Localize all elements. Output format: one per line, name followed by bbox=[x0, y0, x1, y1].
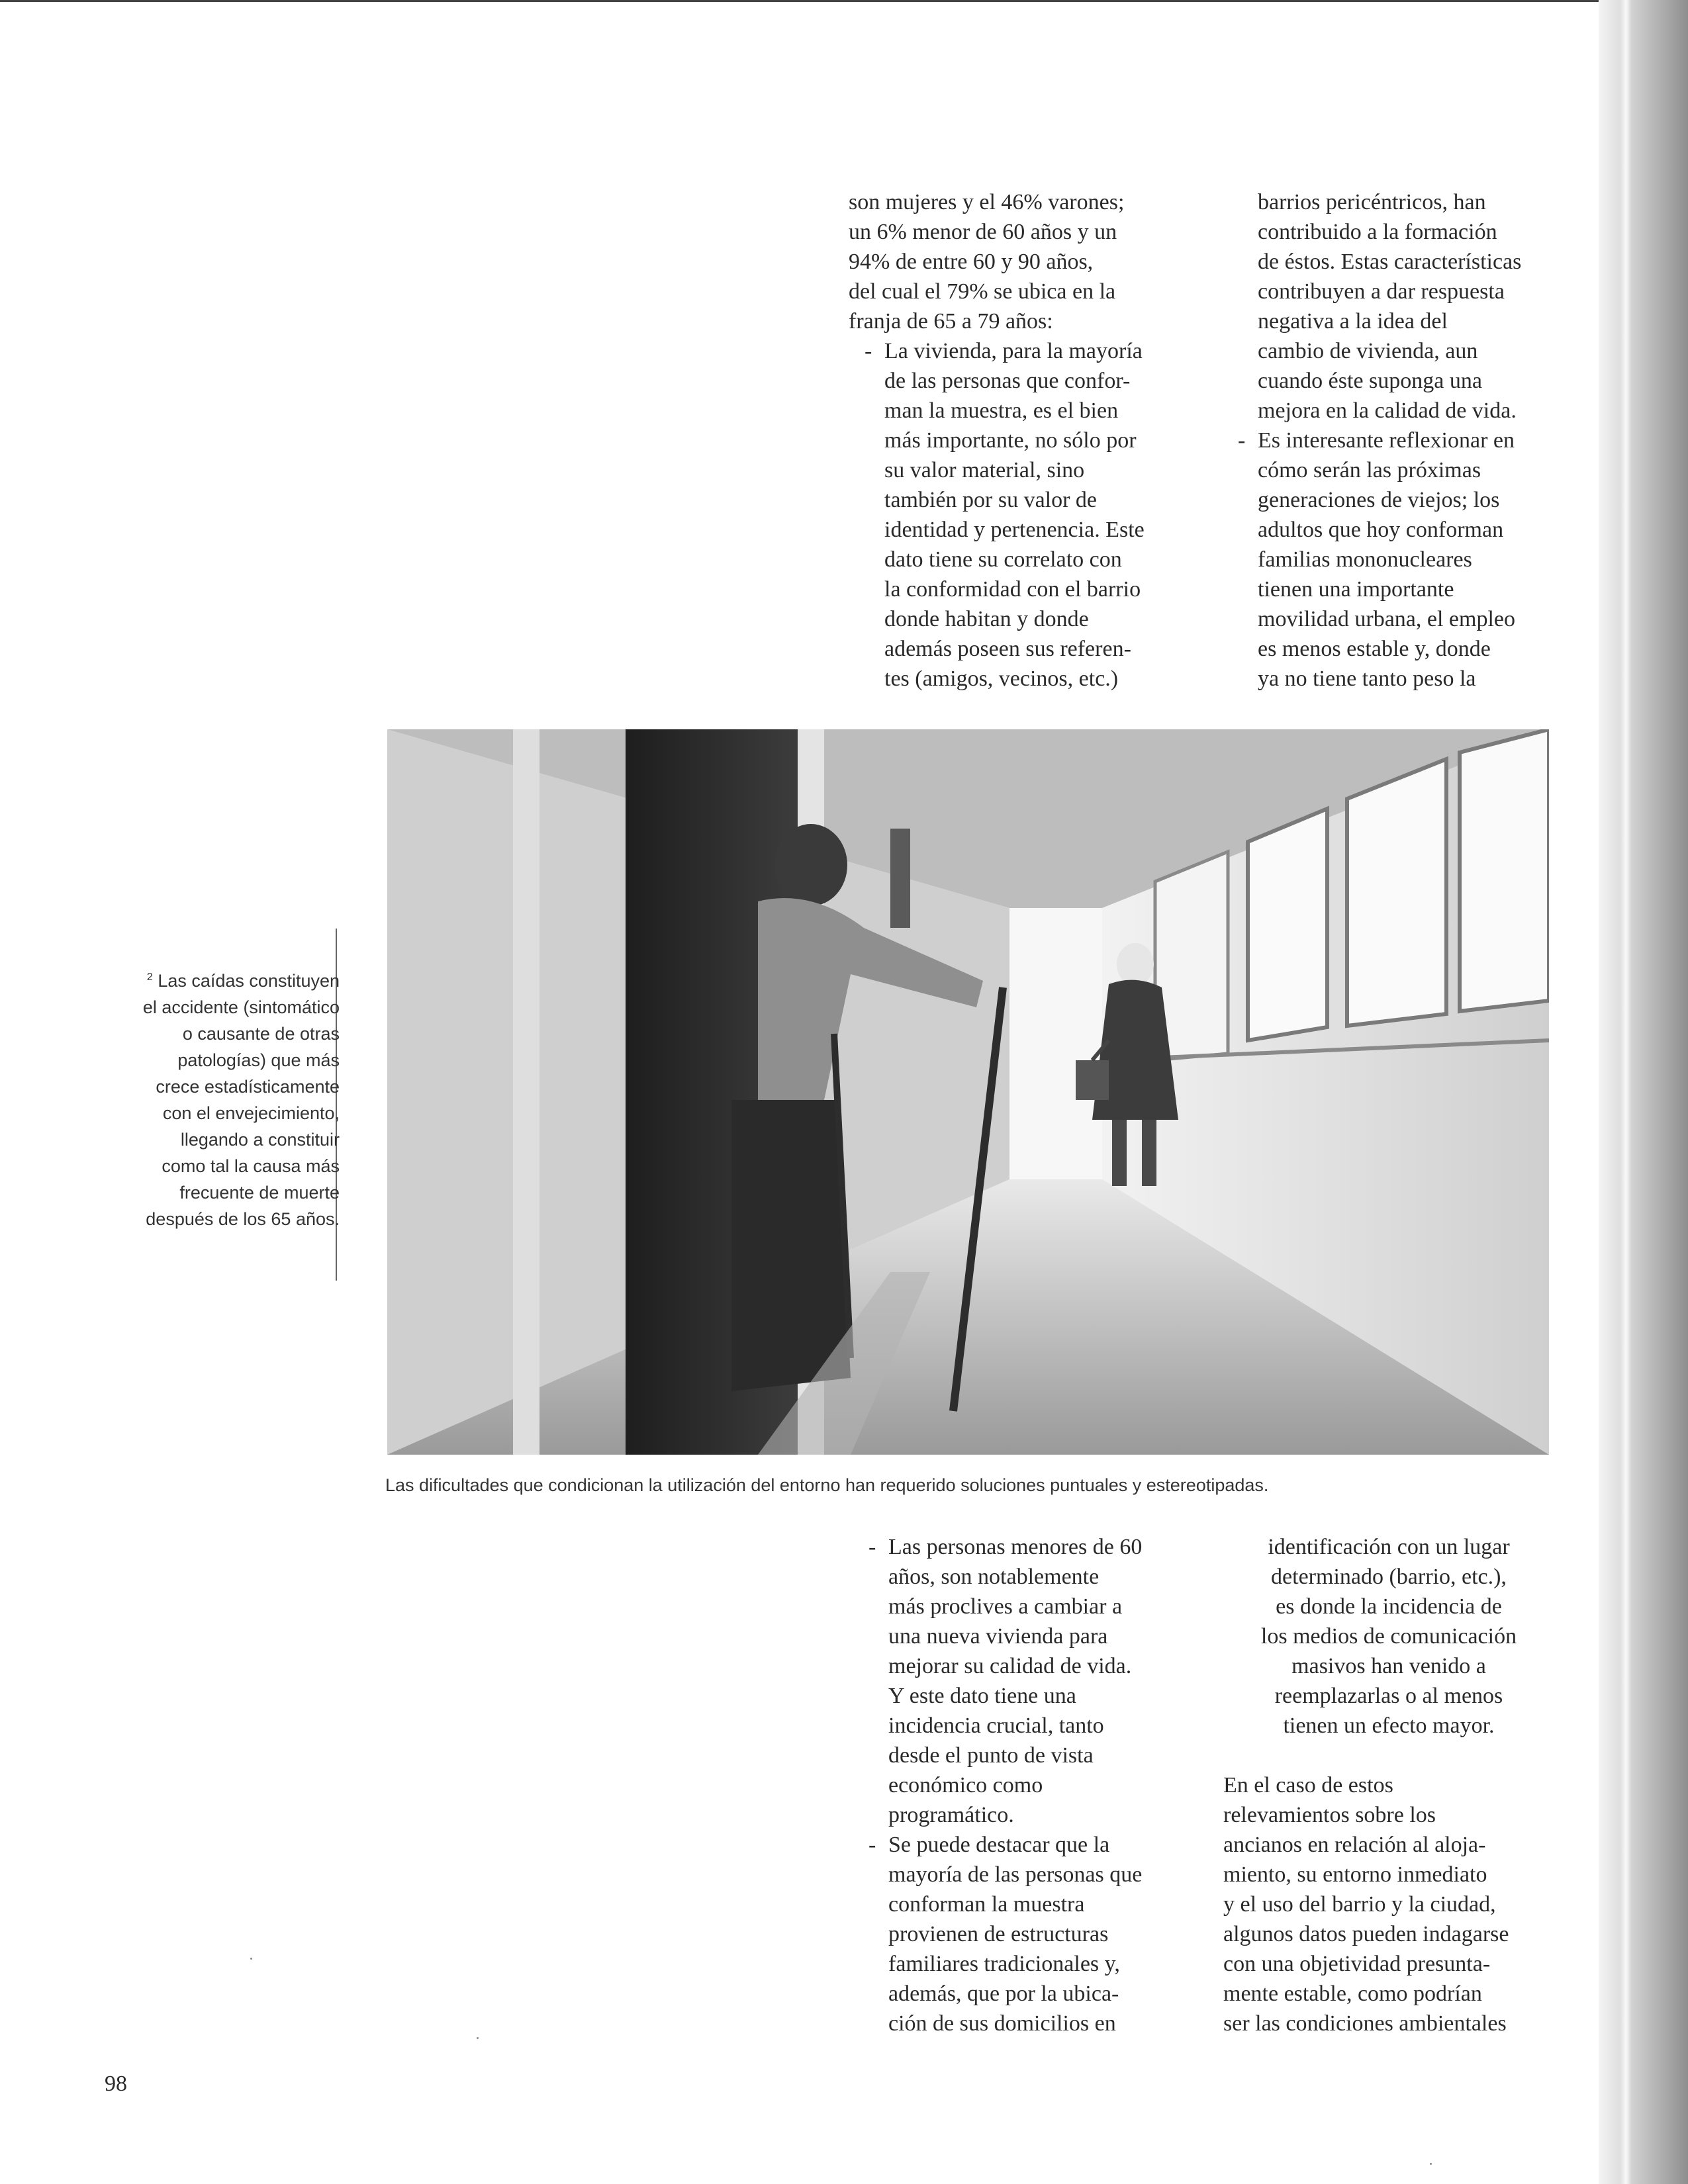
footnote-line: crece estadísticamente bbox=[156, 1077, 340, 1097]
text-line: miento, su entorno inmediato bbox=[1223, 1862, 1487, 1887]
column-bottom-left bbox=[868, 1532, 1213, 2038]
page-edge-highlight bbox=[1620, 0, 1632, 2184]
text-line: de las personas que confor- bbox=[884, 369, 1131, 393]
footnote-line: $^2$ Las caídas constituyen bbox=[146, 971, 340, 991]
bullet-dash: - bbox=[868, 1535, 876, 1559]
text-line: man la muestra, es el bien bbox=[884, 398, 1119, 423]
footnote-line: con el envejecimiento, bbox=[162, 1103, 340, 1123]
text-line: Las personas menores de 60 bbox=[888, 1535, 1143, 1559]
footnote bbox=[109, 968, 340, 1232]
bullet-dash: - bbox=[868, 1833, 876, 1857]
text-line: dato tiene su correlato con bbox=[884, 547, 1122, 572]
text-line: además, que por la ubica- bbox=[888, 1981, 1119, 2006]
hallway-photo bbox=[387, 729, 1549, 1455]
column-bottom-right bbox=[1223, 1532, 1554, 2038]
text-line: identidad y pertenencia. Este bbox=[884, 518, 1145, 542]
page-edge-shadow bbox=[1599, 0, 1688, 2184]
text-line: además poseen sus referen- bbox=[884, 637, 1131, 661]
bullet-item bbox=[868, 1830, 1213, 2038]
text-line: es donde la incidencia de bbox=[1276, 1594, 1502, 1619]
footnote-line: llegando a constituir bbox=[180, 1130, 340, 1150]
text-line: incidencia crucial, tanto bbox=[888, 1713, 1104, 1738]
text-line: mente estable, como podrían bbox=[1223, 1981, 1482, 2006]
photo-illustration bbox=[387, 729, 1549, 1455]
column-top-right bbox=[1238, 187, 1556, 694]
footnote-line: o causante de otras bbox=[182, 1024, 340, 1044]
text-line: generaciones de viejos; los bbox=[1258, 488, 1500, 512]
continuation-block bbox=[1223, 1532, 1554, 1741]
text-line: relevamientos sobre los bbox=[1223, 1803, 1436, 1827]
text-line: económico como bbox=[888, 1773, 1043, 1797]
paper-speck bbox=[250, 1958, 252, 1960]
column-top-left bbox=[849, 187, 1193, 694]
text-line: y el uso del barrio y la ciudad, bbox=[1223, 1892, 1496, 1917]
text-line: mayoría de las personas que bbox=[888, 1862, 1143, 1887]
text-line: cómo serán las próximas bbox=[1258, 458, 1481, 482]
text-line: familiares tradicionales y, bbox=[888, 1952, 1120, 1976]
text-line: provienen de estructuras bbox=[888, 1922, 1109, 1946]
page-number: 98 bbox=[105, 2071, 127, 2096]
text-line: años, son notablemente bbox=[888, 1565, 1100, 1589]
text-line: reemplazarlas o al menos bbox=[1274, 1684, 1503, 1708]
text-line: determinado (barrio, etc.), bbox=[1271, 1565, 1507, 1589]
text-line: barrios pericéntricos, han bbox=[1258, 190, 1486, 214]
text-line: Y este dato tiene una bbox=[888, 1684, 1076, 1708]
paper-speck bbox=[1430, 2163, 1432, 2165]
text-line: cuando éste suponga una bbox=[1258, 369, 1482, 393]
text-line: negativa a la idea del bbox=[1258, 309, 1448, 334]
text-line: ancianos en relación al alojа- bbox=[1223, 1833, 1486, 1857]
text-line: Es interesante reflexionar en bbox=[1258, 428, 1515, 453]
text-line: masivos han venido a bbox=[1291, 1654, 1486, 1678]
text-line: adultos que hoy conforman bbox=[1258, 518, 1504, 542]
text-line: la conformidad con el barrio bbox=[884, 577, 1141, 602]
bullet-item bbox=[1238, 426, 1556, 694]
text-line: mejora en la calidad de vida. bbox=[1258, 398, 1517, 423]
text-line: del cual el 79% se ubica en la bbox=[849, 279, 1116, 304]
text-line: conforman la muestra bbox=[888, 1892, 1085, 1917]
text-line: es menos estable y, donde bbox=[1258, 637, 1491, 661]
footnote-line: después de los 65 años. bbox=[146, 1209, 340, 1229]
footnote-line: como tal la causa más bbox=[162, 1156, 340, 1176]
text-line: con una objetividad presunta- bbox=[1223, 1952, 1491, 1976]
text-line: tes (amigos, vecinos, etc.) bbox=[884, 666, 1119, 691]
text-line: En el caso de estos bbox=[1223, 1773, 1393, 1797]
text-line: algunos datos pueden indagarse bbox=[1223, 1922, 1509, 1946]
text-line: más importante, no sólo por bbox=[884, 428, 1137, 453]
bullet-item bbox=[868, 1532, 1213, 1830]
footnote-line: el accidente (sintomático bbox=[142, 997, 340, 1017]
text-line: tienen una importante bbox=[1258, 577, 1454, 602]
text-line: más proclives a cambiar a bbox=[888, 1594, 1123, 1619]
footnote-number: 2 bbox=[146, 972, 153, 983]
footnote-line: patologías) que más bbox=[177, 1050, 340, 1070]
text-line: desde el punto de vista bbox=[888, 1743, 1094, 1768]
text-line: movilidad urbana, el empleo bbox=[1258, 607, 1515, 631]
bullet-dash: - bbox=[865, 339, 872, 363]
text-line: su valor material, sino bbox=[884, 458, 1085, 482]
text-line: cambio de vivienda, aun bbox=[1258, 339, 1478, 363]
bullet-dash: - bbox=[1238, 428, 1246, 453]
text-line: un 6% menor de 60 años y un bbox=[849, 220, 1117, 244]
text-line: franja de 65 a 79 años: bbox=[849, 309, 1053, 334]
text-line: los medios de comunicación bbox=[1260, 1624, 1517, 1649]
text-line: también por su valor de bbox=[884, 488, 1098, 512]
paragraph bbox=[1223, 1770, 1554, 2038]
text-line: identificación con un lugar bbox=[1268, 1535, 1510, 1559]
text-line: ya no tiene tanto peso la bbox=[1258, 666, 1476, 691]
text-line: familias mononucleares bbox=[1258, 547, 1472, 572]
top-rule bbox=[0, 0, 1599, 2]
text-line: una nueva vivienda para bbox=[888, 1624, 1108, 1649]
text-line: de éstos. Estas características bbox=[1258, 250, 1522, 274]
text-line: mejorar su calidad de vida. bbox=[888, 1654, 1132, 1678]
bullet-item bbox=[865, 336, 1193, 694]
text-line: 94% de entre 60 y 90 años, bbox=[849, 250, 1094, 274]
text-line: La vivienda, para la mayoría bbox=[884, 339, 1143, 363]
text-line: tienen un efecto mayor. bbox=[1283, 1713, 1495, 1738]
text-line: programático. bbox=[888, 1803, 1014, 1827]
text-line: donde habitan y donde bbox=[884, 607, 1089, 631]
text-line: contribuyen a dar respuesta bbox=[1258, 279, 1505, 304]
text-line: ser las condiciones ambientales bbox=[1223, 2011, 1507, 2036]
text-line: contribuido a la formación bbox=[1258, 220, 1497, 244]
text-line: son mujeres y el 46% varones; bbox=[849, 190, 1125, 214]
text-line: ción de sus domicilios en bbox=[888, 2011, 1116, 2036]
footnote-line: frecuente de muerte bbox=[179, 1183, 340, 1203]
paper-speck bbox=[477, 2037, 479, 2039]
text-line: Se puede destacar que la bbox=[888, 1833, 1110, 1857]
photo-caption: Las dificultades que condicionan la utilización del entorno han requerido soluciones puntuales y estereotipadas. bbox=[385, 1475, 1269, 1495]
